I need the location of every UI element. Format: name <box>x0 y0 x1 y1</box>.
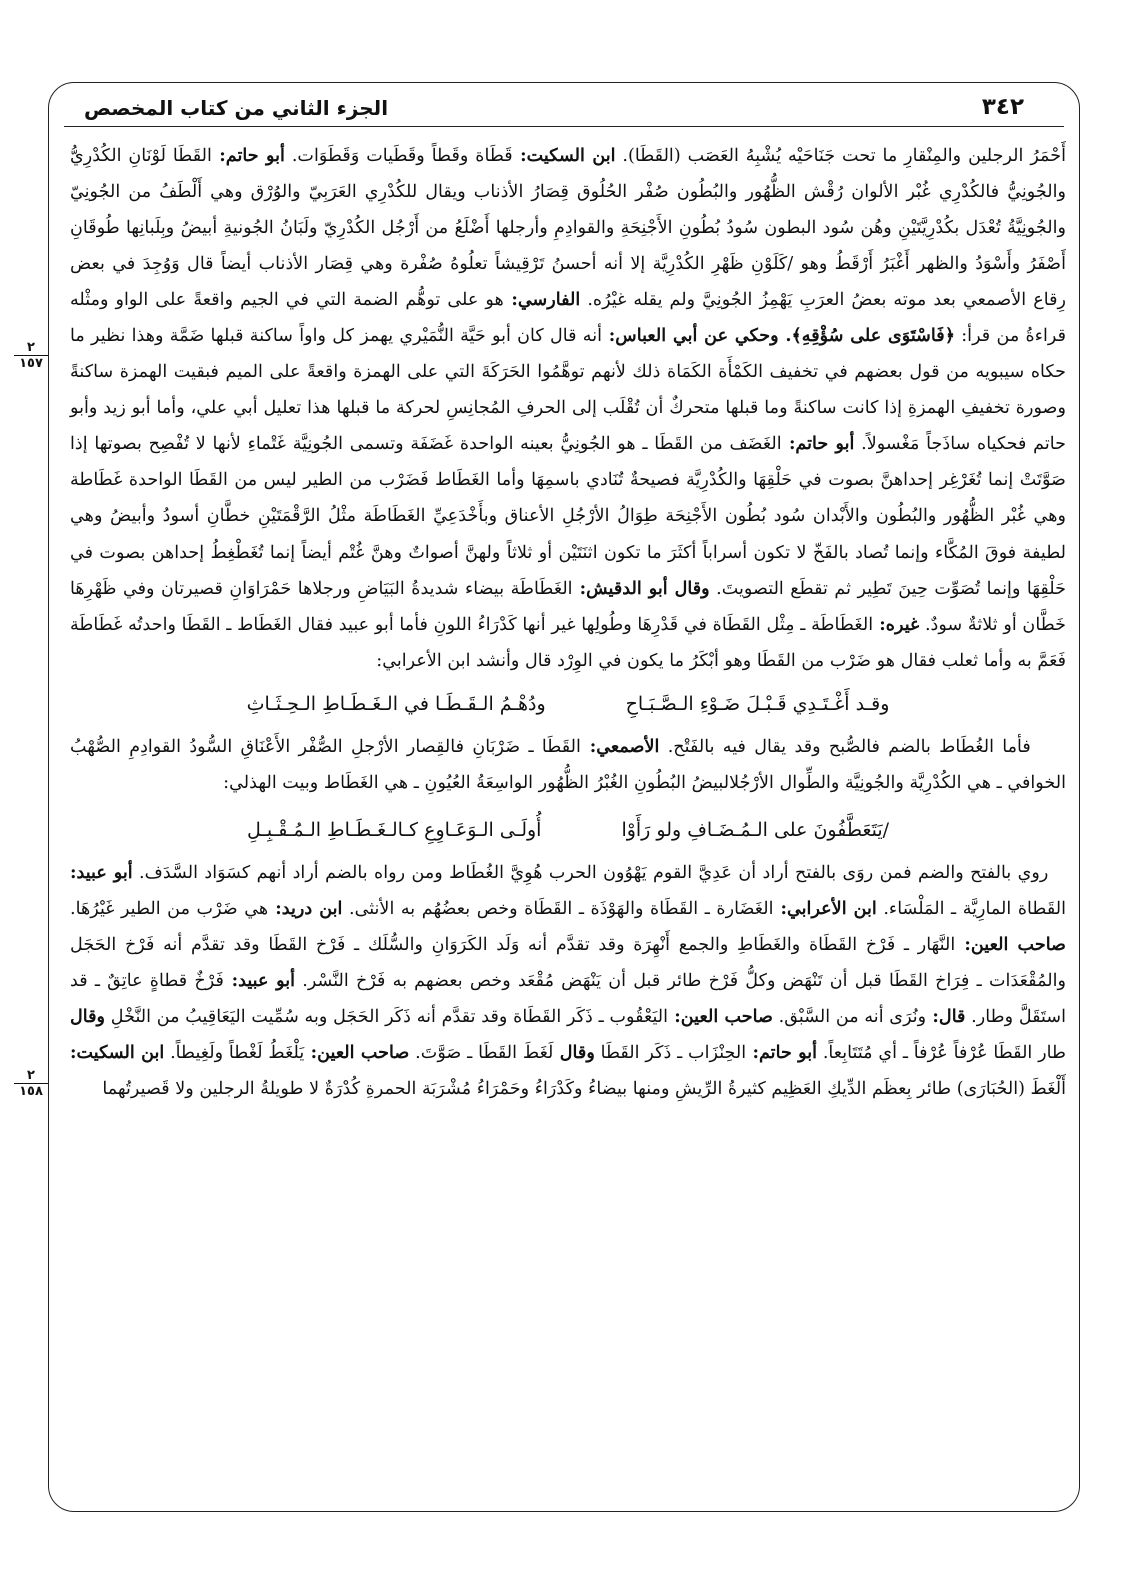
source-attribution: أبو حاتم: <box>211 145 285 166</box>
source-attribution: الفارسي: <box>503 289 581 311</box>
source-attribution: صاحب العين: <box>668 1005 773 1027</box>
margin-ref-denominator: ١٥٧ <box>14 355 48 371</box>
source-attribution: قال: <box>926 1005 966 1027</box>
page-number: ٣٤٢ <box>981 94 1024 120</box>
text-run: الغَطَاطَة بيضاء شديدةُ البَيَاضِ ورجلاها حَمْرَاوَانِ قصيرتان وفي ظَهْرِهَا خَطَّان أو ثلاثةٌ سودٌ. <box>70 578 1066 635</box>
verse-1 <box>70 679 1066 729</box>
paragraph-1 <box>70 138 1066 679</box>
margin-ref-numerator: ٢ <box>27 1068 35 1083</box>
text-run: الغَضَارة ـ القَطَاة والهَوْذَة ـ القَطَاة وخص بعضُهُم به الأنثى. <box>342 898 774 919</box>
source-attribution: أبو حاتم: <box>781 433 855 455</box>
text-run: روي بالفتح والضم فمن روَى بالفتح أراد أن عَدِيَّ القوم يَهْوُون الحرب هُوِيَّ الغُطَاط ومن رواه بالضم أراد أنهم كسَوَاد السَّدَف. <box>132 862 1049 883</box>
source-attribution: صاحب العين: <box>955 933 1066 955</box>
text-run: القَطَا ـ ضَرْبَانِ فالقِصار الأرْجلِ الصُّفْر الأَعْنَاقِ السُّودُ القوادِمِ الصُّهْبُ الخوافي ـ هي الكُدْرِيَّة والجُونِيَّة والطِّوال الأرْجُلالبيضُ البُطُونِ الغُبْرُ الظُّهُور الواسِعَةُ العُيُونِ ـ هي الغَطَاط وبيت الهذلي: <box>70 736 1066 793</box>
verse-1-second-hemistich: ودُهْـمُ الـقَـطَـا في الـغَـطَـاطِ الـحِـثَـاثِ <box>246 692 546 715</box>
margin-ref-denominator: ١٥٨ <box>14 1083 48 1099</box>
verse-2 <box>70 805 1066 855</box>
source-attribution: أبو عبيد: <box>223 969 296 991</box>
text-run: أَحْمَرُ الرجلين والمِنْقارِ ما تحت جَنَاحَيْه يُشْبِهُ العَصَب (القَطَا). <box>615 146 1066 166</box>
source-attribution: ﴿فَاسْتَوَى على سُؤْقِهِ﴾. وحكي عن أبي العباس: <box>602 325 956 347</box>
text-run: القَطاة المارِيَّة ـ المَلْسَاء. <box>876 898 1066 919</box>
margin-page-ref-158 <box>14 1068 48 1099</box>
text-run: أَلْغَطَ (الحُبَارَى) طائر بِعظَم الدِّيكِ العَظِيم كثيرةُ الرِّيشِ ومنها بيضاءُ وكَدْرَاءُ وحَمْرَاءُ مُشْرَبَة الحمرةِ كُدْرَةٌ لا طويلةُ الرجلين ولا قَصيرتُهما <box>102 1079 1066 1100</box>
text-run: أنه قال كان أبو حَيَّة النُّمَيْري يهمز كل واواً ساكنة قبلها ضَمَّة وهذا نظير ما حكاه سيبويه من قول بعضهم في تخفيف الكَمْأَة الكَمَاة ذلك لأنهم توهَّمُوا الحَرَكَةَ التي على الهمزة واقعةً على الميم فبقيت الهمزة ساكنةً وصورة تخفيفِ الهمزةِ إذا كانت ساكنةً وما قبلها متحركٌ أن تُقْلَب إلى الحرفِ المُجانِسِ لحركة ما قبلها هذا تعليل أبي علي، وأما أبو زيد وأبو حاتم فحكياه ساذَجاً مَغْسولاً. <box>70 326 1066 455</box>
text-run: الغَطَاطَة ـ مِثْل القَطَاة في قَدْرِهَا وطُولِها غير أنها كَدْرَاءُ اللونِ فأما أبو عبيد فقال الغَطَاط ـ القَطَا واحدتُه غَطَاطَة فَعَمَّ به وأما ثعلب فقال هو ضَرْب من القَطَا وهو أبْكَرُ ما يكون في الوِرْد قال وأنشد ابن الأعرابي: <box>70 614 1066 671</box>
source-attribution: وقال أبو الدقيش: <box>572 577 710 599</box>
text-run: قَطَاة وقَطاً وقَطَيات وَقَطَوَات. <box>284 146 513 166</box>
text-run: لَغَطَ القَطَا ـ صَوَّتَ. <box>409 1043 554 1064</box>
margin-ref-numerator: ٢ <box>27 340 35 355</box>
source-attribution: ابن السكيت: <box>512 145 616 166</box>
text-run: هو على توهُّم الضمة التي في الجيم واقعةً على الواو ومثْله قراءةُ من قرأ: <box>70 290 1066 347</box>
source-attribution: ابن السكيت: <box>70 1042 165 1064</box>
source-attribution: غيره: <box>873 613 920 635</box>
text-run: الحِنْزَاب ـ ذَكَر القَطَا <box>594 1043 747 1064</box>
source-attribution: أبو عبيد: <box>70 861 133 883</box>
text-run: القَطَا لَوْنَانِ الكُدْرِيُّ والجُونِيُّ فالكُدْرِي غُبْر الألوان رُقْش الظُّهُور والبُطُون صُفْر الحُلُوق قِصَارُ الأذناب ويقال للكُدْرِي العَرَبِيّ والوُرْق وهي أَلْطَفُ من الجُونِيّ والجُونِيَّةُ تُعْدَل بكُدْرِيَّتَيْنِ وهُن سُود البطون سُودُ بُطُونِ الأَجْنِحَةِ والقوادِمِ وأرجلها أَضْلَعُ من أَرْجُل الكُدْرِيّ ولَبَانُ الجُونيةِ أبيضُ وبِلَبانِها طُوقَانِ أَصْفَرُ وأَسْوَدُ والظهر أَغْبَرُ أَرْقَطُ وهو /كَلَوْنِ ظَهْرِ الكُدْرِيَّة إلا أنه أحسنُ تَرْقِيشاً تعلُوهُ صُفْرة وهي قِصَار الأذناب أيضاً قال وَوُجِدَ في بعض رِقاع الأصمعي بعد موته بعضُ العرَبِ يَهْمِزُ الجُونِيَّ ولم يقله غيْرُه. <box>70 146 1066 311</box>
source-attribution: ابن دريد: <box>268 897 343 919</box>
source-attribution: صاحب العين: <box>304 1042 410 1064</box>
text-run: النَّهَار ـ فَرْخ القَطَاة والغَطَاطِ والجمع أَنْهِرَة وقد تقدَّم أنه وَلَد الكَرَوَانِ والسُّلَك ـ فَرْخ القَطَا وقد تقدَّم أنه فَرْخ الحَجَل والمُقْعَدَات ـ فِرَاخ القَطَا قبل أن تَنْهَض وكلُّ فَرْخ طائر قبل أن يَنْهَض مُقْعَد وخص بعضهم به فَرْخ النَّسْر. <box>70 934 1066 991</box>
margin-page-ref-157 <box>14 340 48 371</box>
text-run: هي ضَرْب من الطير غَيْرُهَا. <box>70 898 269 919</box>
header-rule <box>64 126 1064 127</box>
verse-2-second-hemistich: أُولَـى الـوَعَـاوِعِ كـالـغَـطَـاطِ الـمُـقْـبِـلِ <box>246 818 542 841</box>
source-attribution: وقال <box>553 1042 595 1064</box>
text-run: الغَضَف من القَطَا ـ هو الجُونِيُّ بعينه الواحدة غَضَفَة وتسمى الجُونِيَّة غَتْماءِ لأنها لا تُفْصِح بصوتها إذا صَوَّتَتْ إنما تُغَرْغِر إحداهنَّ بصوت في حَلْقِهَا والكُدْرِيَّة فصيحةٌ تُنَادي باسمِهَا وأما الغَطَاط فَضَرْب من الطير ليس من القَطَا الواحدة غَطَاطة وهي غُبْر الظُّهُور والبُطُون والأَبْدان سُود بُطُون الأَجْنِحَة طِوَالُ الأرْجُلِ الأعناق وبأَخْدَعِيِّ الغَطَاطَة مثْلُ الرَّقْمَتَيْنِ خطَّانِ أسودُ وأبيضُ وهي لطيفة فوقَ المُكَّاء وإنما تُصاد بالفَخّ لا تكون أسراباً أكثَرَ ما تكون اثنَتَيْن أو ثلاثاً ولهنَّ أصواتٌ وهنَّ غُتْم أيضاً إنما تُغَطْغِطُ إحداهن بصوت في حَلْقِهَا وإنما تُصَوِّت حِينَ تَطِير ثم تقطَع التصويتَ. <box>70 434 1066 599</box>
verse-1-first-hemistich: وقـد أَغْـتَـدِي قَـبْـلَ ضَـوْءِ الـصَّـبَـاحِ <box>625 692 890 715</box>
text-run: فأما الغُطَاط بالضم فالصُّبح وقد يقال فيه بالفَتْح. <box>659 736 1031 757</box>
paragraph-2 <box>70 729 1066 801</box>
main-text <box>70 138 1066 1107</box>
page-header <box>64 62 1064 122</box>
source-attribution: الأصمعي: <box>580 735 660 757</box>
text-run: فَرْخٌ قطاةٍ عاتِقٌ ـ قد استَقَلَّ وطار. <box>70 970 1066 1027</box>
source-attribution: ابن الأعرابي: <box>773 897 877 919</box>
text-run: يَلْغَطُ لَغْطاً ولَغِيطاً. <box>164 1043 305 1064</box>
paragraph-3 <box>70 855 1066 1107</box>
source-attribution: وقال <box>70 1005 106 1027</box>
source-attribution: أبو حاتم: <box>746 1042 818 1064</box>
text-run: طار القَطَا عُرْفاً عُرْفاً ـ أي مُتَتَابِعاً. <box>817 1043 1066 1064</box>
verse-2-first-hemistich: /يَتَعَطَّفُونَ على الـمُـضَـافِ ولو رَأَوْا <box>621 818 890 841</box>
text-run: ونُرَى أنه من السَّبْق. <box>772 1006 927 1027</box>
text-run: اليَعْقُوب ـ ذَكَر القَطَاة وقد تقدَّم أنه ذَكَر الحَجَل وبه سُمِّيت اليَعَاقِيبُ من النَّخْلِ <box>105 1006 669 1027</box>
running-title: الجزء الثاني من كتاب المخصص <box>84 96 389 120</box>
